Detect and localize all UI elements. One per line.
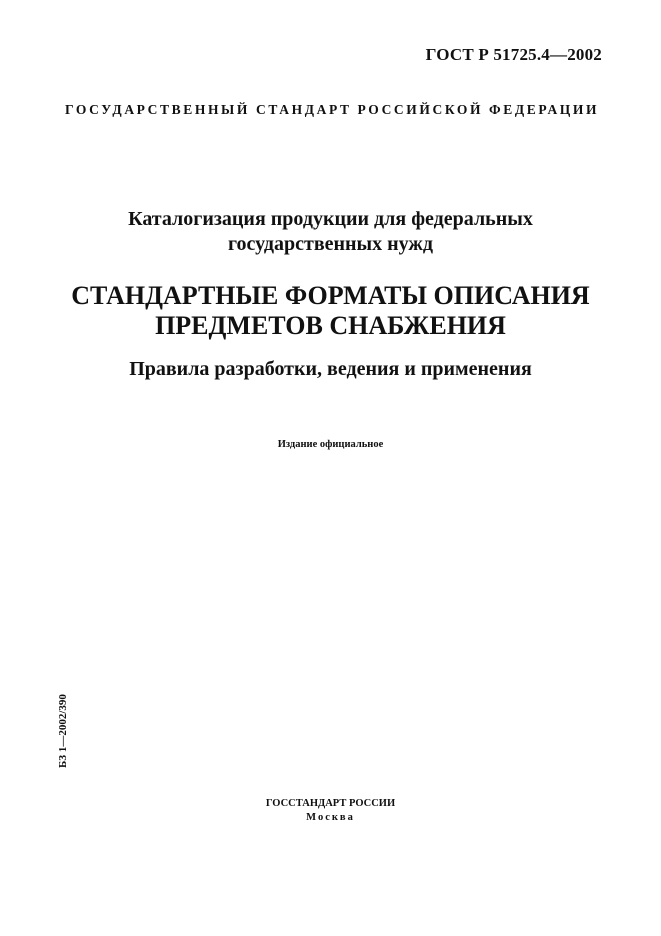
main-title-line-1: СТАНДАРТНЫЕ ФОРМАТЫ ОПИСАНИЯ [71, 281, 590, 310]
publisher-block [0, 797, 661, 825]
main-title-line-2: ПРЕДМЕТОВ СНАБЖЕНИЯ [155, 311, 506, 340]
organization-name: ГОСУДАРСТВЕННЫЙ СТАНДАРТ РОССИЙСКОЙ ФЕДЕРАЦИИ [65, 102, 600, 117]
series-title [0, 207, 661, 257]
side-registration-code: БЗ 1—2002/390 [57, 694, 69, 768]
subtitle: Правила разработки, ведения и применения [129, 358, 532, 380]
series-title-line-2: государственных нужд [227, 233, 434, 255]
series-title-line-1: Каталогизация продукции для федеральных [128, 208, 533, 230]
main-title [0, 281, 661, 341]
edition-note: Издание официальное [277, 439, 384, 450]
standard-code: ГОСТ Р 51725.4—2002 [425, 45, 602, 64]
publisher-name: ГОССТАНДАРТ РОССИИ [265, 798, 396, 809]
publisher-city: Москва [306, 812, 355, 823]
